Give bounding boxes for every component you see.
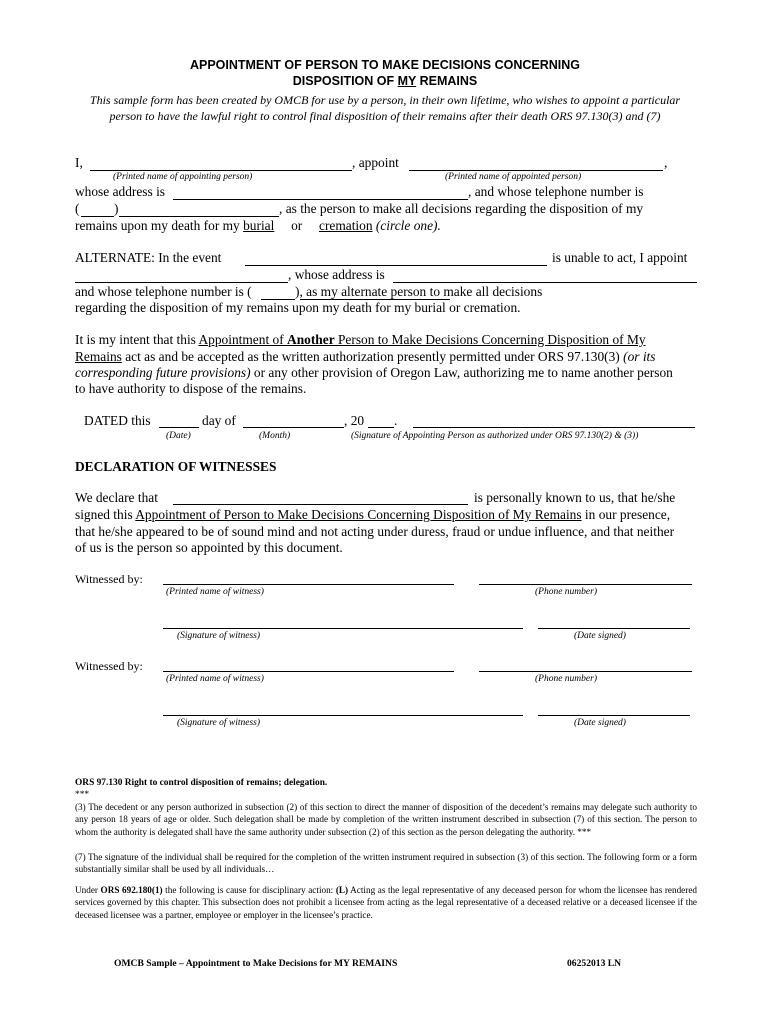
witness2-label: Witnessed by: [75,659,143,673]
option-cremation[interactable]: cremation [319,218,373,233]
area-code-line[interactable] [81,216,114,217]
witness1-caption-phone: (Phone number) [535,587,597,597]
intent-line2 [75,349,656,365]
label-dated-this: DATED this [84,413,151,428]
dot: . [394,413,398,428]
label-alt-decisions: ), as my alternate person to make all decisions [295,284,543,299]
intent-italic: corresponding future provisions) [75,365,251,380]
form-title-line1: APPOINTMENT OF PERSON TO MAKE DECISIONS CONCERNING [189,58,581,72]
phone-line[interactable] [119,216,279,217]
title-text: DISPOSITION OF [292,74,398,88]
witness2-caption-phone: (Phone number) [535,674,597,684]
caption-date: (Date) [166,431,191,441]
statute-l: (L) [335,885,349,895]
witness-heading: DECLARATION OF WITNESSES [75,459,277,474]
statute-stars: *** [75,790,90,800]
label-unable: is unable to act, I appoint [552,250,688,265]
label-alternate: ALTERNATE: In the event [75,250,222,265]
form-title-line2 [0,74,770,88]
remains-line [75,218,441,234]
statute-text: Acting as the legal representative of any deceased person for whom the licensee has rendered services governed by this chapter. This subsection does not prohibit a licensee from acting as the legal representative of a deceased relative or a deceased licensee if the deceased licensee was a partner, employee or employer in the licensee’s practice. [75,885,697,920]
statute-ors-692: ORS 692.180(1) [100,885,163,895]
alternate-event-line[interactable] [245,265,547,266]
witness1-signature-line[interactable] [163,628,523,629]
title-text: REMAINS [416,74,478,88]
comma: , [664,155,668,170]
footer-right: 06252013 LN [567,958,622,969]
declare-underlined: Appointment of Person to Make Decisions Concerning Disposition of My Remains [135,507,582,522]
intent-italic: (or its [623,349,656,364]
intro-line1: This sample form has been created by OMCB for use by a person, in their own lifetime, who wishes to appoint a particular [89,93,681,107]
declared-person-line[interactable] [173,504,468,505]
paren-open: ( [75,201,80,216]
caption-month: (Month) [259,431,291,441]
alternate-address-line[interactable] [393,282,697,283]
witness2-caption-signature: (Signature of witness) [177,718,261,728]
witness1-date-line[interactable] [538,628,690,629]
intent-line3 [75,365,673,381]
witness1-caption-printed: (Printed name of witness) [166,587,264,597]
label-i: I, [75,155,83,170]
label-remains: remains upon my death for my [75,218,240,233]
witness2-name-line[interactable] [163,671,454,672]
alternate-name-line[interactable] [75,282,288,283]
label-alt-address: , whose address is [288,267,385,282]
paren-close: ) [114,201,119,216]
statute-subsection-3: (3) The decedent or any person authorized in subsection (2) of this section to direct the manner of disposition of the decedent’s remains may delegate such authority to any person 18 years of age or older. Such delegation shall be made by completion of the written instrument described in subsection (7) of this section. The person to whom the authority is delegated shall have the same authority under subsection (2) of this section as the person delegating the authority. *** [75,802,697,837]
appointing-name-line[interactable] [90,170,352,171]
witness1-caption-signature: (Signature of witness) [177,631,261,641]
witness2-signature-line[interactable] [163,715,523,716]
statute-heading: ORS 97.130 Right to control disposition of remains; delegation. [75,778,328,788]
caption-appointing: (Printed name of appointing person) [113,172,253,182]
witness2-date-line[interactable] [538,715,690,716]
intent-line1 [75,332,646,348]
witness2-caption-date: (Date signed) [574,718,626,728]
caption-appointed: (Printed name of appointed person) [445,172,582,182]
witness1-phone-line[interactable] [479,584,692,585]
declare-text: in our presence, [581,507,671,522]
intent-line4: to have authority to dispose of the remains. [75,381,307,396]
intro-line2: person to have the lawful right to control final disposition of their remains after their death ORS 97.130(3) and (7) [109,109,661,123]
label-day-of: day of [202,413,236,428]
intent-underlined: Appointment of [198,332,288,347]
appointing-signature-line[interactable] [413,427,695,428]
witness1-label: Witnessed by: [75,572,143,586]
declare-text: signed this [75,507,136,522]
witness1-caption-date: (Date signed) [574,631,626,641]
witness1-name-line[interactable] [163,584,454,585]
date-year-line[interactable] [368,427,394,428]
intent-another: Another [287,332,335,347]
appointed-name-line[interactable] [409,170,663,171]
label-we-declare: We declare that [75,490,158,505]
declare-line3: that he/she appeared to be of sound mind and not acting under duress, fraud or undue influence, and that neither [75,524,675,539]
statute-disciplinary [75,884,697,921]
declare-line2 [75,507,670,523]
label-decisions: , as the person to make all decisions regarding the disposition of my [279,201,644,216]
intent-text: or any other provision of Oregon Law, authorizing me to name another person [250,365,673,380]
statute-subsection-7: (7) The signature of the individual shall be required for the completion of the written instrument required in subsection (3) of this section. The following form or a form substantially similar shall be used by all individuals… [75,852,697,875]
intent-text: act as and be accepted as the written authorization presently permitted under ORS 97.130(3) [121,349,624,364]
label-circle-one: (circle one). [375,218,441,233]
statute-text: the following is cause for disciplinary action: [162,885,336,895]
intent-text: It is my intent that this [75,332,199,347]
footer-left: OMCB Sample – Appointment to Make Decisions for MY REMAINS [114,958,398,969]
label-phone: , and whose telephone number is [468,184,644,199]
witness2-caption-printed: (Printed name of witness) [166,674,264,684]
label-alt-regarding: regarding the disposition of my remains upon my death for my burial or cremation. [75,300,521,315]
label-year: , 20 [344,413,365,428]
statute-text: Under [75,885,101,895]
label-appoint: , appoint [352,155,399,170]
label-address: whose address is [75,184,166,199]
address-line[interactable] [173,199,468,200]
label-or: or [291,218,303,233]
date-month-line[interactable] [243,427,344,428]
witness2-phone-line[interactable] [479,671,692,672]
intent-remains: Remains [75,349,122,364]
declare-line4: of us is the person so appointed by this document. [75,540,343,555]
intent-underlined: Person to Make Decisions Concerning Disposition of My [334,332,646,347]
title-my: MY [397,74,417,88]
label-alt-phone: and whose telephone number is ( [75,284,252,299]
caption-signature: (Signature of Appointing Person as authorized under ORS 97.130(2) & (3)) [351,431,639,441]
option-burial[interactable]: burial [243,218,275,233]
date-day-line[interactable] [159,427,199,428]
label-personally-known: is personally known to us, that he/she [474,490,676,505]
